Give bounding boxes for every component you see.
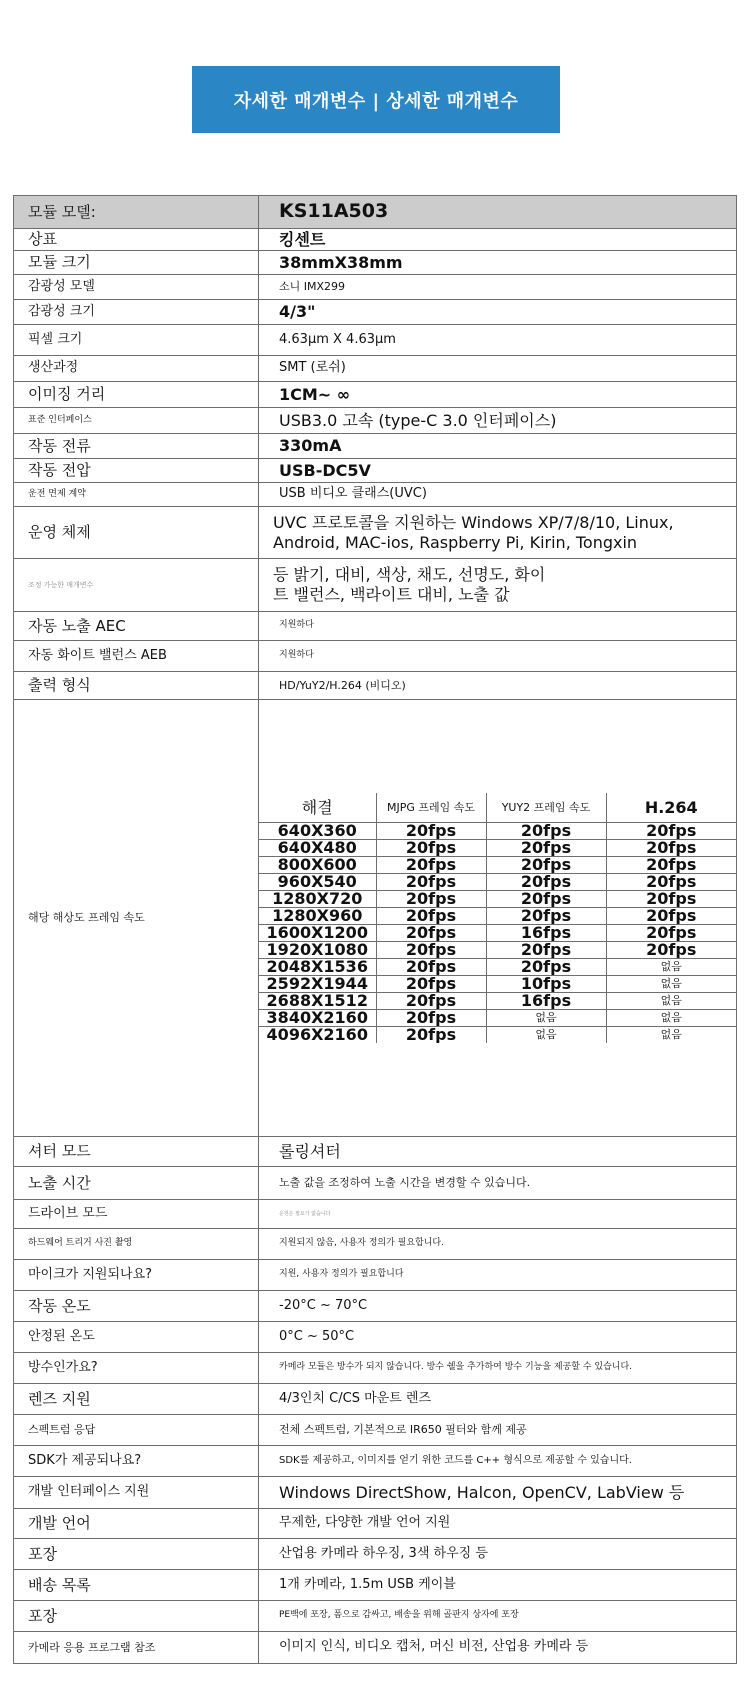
- spec-row-dev-language: [14, 1509, 737, 1539]
- mjpg-fps: 20fps: [376, 975, 486, 992]
- spec-row-packaging: [14, 1539, 737, 1570]
- spec-label: 개발 언어: [14, 1509, 259, 1539]
- spec-label: 노출 시간: [14, 1167, 259, 1200]
- resolution-value: 800X600: [259, 856, 376, 873]
- spec-row-microphone: [14, 1260, 737, 1291]
- yuy2-fps: 20fps: [486, 958, 606, 975]
- h264-fps: 없음: [606, 975, 736, 992]
- mjpg-fps: 20fps: [376, 992, 486, 1009]
- resolution-row: [259, 1009, 736, 1026]
- spec-row-operating-temp: [14, 1291, 737, 1322]
- spec-label: 개발 인터페이스 지원: [14, 1477, 259, 1509]
- spec-label: 출력 형식: [14, 672, 259, 700]
- spec-row-spectrum: [14, 1415, 737, 1446]
- spec-label: 카메라 응용 프로그램 참조: [14, 1632, 259, 1664]
- spec-label: 렌즈 지원: [14, 1384, 259, 1415]
- spec-value: 330mA: [259, 434, 737, 459]
- mjpg-fps: 20fps: [376, 958, 486, 975]
- h264-fps: 없음: [606, 992, 736, 1009]
- mjpg-fps: 20fps: [376, 941, 486, 958]
- spec-value: SDK를 제공하고, 이미지를 얻기 위한 코드를 C++ 형식으로 제공할 수 있습니다.: [259, 1446, 737, 1477]
- yuy2-fps: 20fps: [486, 856, 606, 873]
- spec-row-brand: [14, 229, 737, 251]
- yuy2-fps: 없음: [486, 1026, 606, 1043]
- spec-row-driver: [14, 483, 737, 507]
- banner-title: 자세한 매개변수 | 상세한 매개변수: [233, 90, 519, 112]
- yuy2-fps: 20fps: [486, 907, 606, 924]
- resolution-value: 3840X2160: [259, 1009, 376, 1026]
- spec-value: 운전은 필요가 없습니다: [259, 1200, 737, 1229]
- spec-value: Windows DirectShow, Halcon, OpenCV, LabView 등: [259, 1477, 737, 1509]
- spec-label: 운영 체제: [14, 507, 259, 559]
- spec-row-sdk: [14, 1446, 737, 1477]
- spec-label: 포장: [14, 1601, 259, 1632]
- resolution-row: [259, 992, 736, 1009]
- spec-value: 4/3인치 C/CS 마운트 렌즈: [259, 1384, 737, 1415]
- spec-row-aeb: [14, 641, 737, 672]
- spec-value: 카메라 모듈은 방수가 되지 않습니다. 방수 쉘을 추가하여 방수 기능을 제공할 수 있습니다.: [259, 1353, 737, 1384]
- header-banner: [192, 66, 560, 133]
- resolution-value: 640X480: [259, 839, 376, 856]
- spec-row-packing: [14, 1601, 737, 1632]
- spec-value: 지원하다: [259, 641, 737, 672]
- spec-label: 방수인가요?: [14, 1353, 259, 1384]
- spec-value: 롤링셔터: [259, 1137, 737, 1167]
- h264-fps: 없음: [606, 958, 736, 975]
- h264-fps: 20fps: [606, 907, 736, 924]
- h264-fps: 없음: [606, 1009, 736, 1026]
- spec-value: 4/3": [259, 300, 737, 325]
- resolution-row: [259, 822, 736, 839]
- yuy2-fps: 16fps: [486, 992, 606, 1009]
- mjpg-fps: 20fps: [376, 873, 486, 890]
- spec-row-shutter: [14, 1137, 737, 1167]
- resolution-value: 1280X960: [259, 907, 376, 924]
- spec-label: 표준 인터페이스: [14, 408, 259, 434]
- spec-value: USB-DC5V: [259, 459, 737, 483]
- mjpg-fps: 20fps: [376, 907, 486, 924]
- spec-label: 작동 전류: [14, 434, 259, 459]
- resolution-value: 4096X2160: [259, 1026, 376, 1043]
- resolution-value: 1600X1200: [259, 924, 376, 941]
- spec-value: 킹센트: [259, 229, 737, 251]
- spec-value: PE백에 포장, 폼으로 감싸고, 배송을 위해 골판지 상자에 포장: [259, 1601, 737, 1632]
- h264-fps: 20fps: [606, 890, 736, 907]
- resolution-cell: [259, 700, 737, 1137]
- resolution-row: [259, 839, 736, 856]
- spec-label: 픽셀 크기: [14, 325, 259, 356]
- spec-label: 모듈 모델:: [14, 196, 259, 229]
- h264-fps: 없음: [606, 1026, 736, 1043]
- spec-row-shipping-list: [14, 1570, 737, 1601]
- yuy2-fps: 10fps: [486, 975, 606, 992]
- h264-fps: 20fps: [606, 839, 736, 856]
- mjpg-fps: 20fps: [376, 890, 486, 907]
- spec-value: -20°C ~ 70°C: [259, 1291, 737, 1322]
- spec-row-applications: [14, 1632, 737, 1664]
- resolution-value: 2048X1536: [259, 958, 376, 975]
- spec-row-output-format: [14, 672, 737, 700]
- resolution-row: [259, 975, 736, 992]
- spec-row-drive-mode: [14, 1200, 737, 1229]
- yuy2-fps: 20fps: [486, 822, 606, 839]
- spec-label: 작동 온도: [14, 1291, 259, 1322]
- spec-table: [13, 195, 737, 1664]
- spec-label: 이미징 거리: [14, 382, 259, 408]
- resolution-table: [259, 793, 736, 1043]
- spec-row-sensor-model: [14, 275, 737, 300]
- h264-fps: 20fps: [606, 873, 736, 890]
- spec-value: 전체 스펙트럼, 기본적으로 IR650 필터와 함께 제공: [259, 1415, 737, 1446]
- spec-row-hw-trigger: [14, 1229, 737, 1260]
- spec-value: 소니 IMX299: [259, 275, 737, 300]
- h264-fps: 20fps: [606, 856, 736, 873]
- spec-label: 배송 목록: [14, 1570, 259, 1601]
- resolution-row: [259, 856, 736, 873]
- h264-fps: 20fps: [606, 924, 736, 941]
- spec-label: 상표: [14, 229, 259, 251]
- resolution-header-row: [259, 793, 736, 822]
- spec-row-imaging-distance: [14, 382, 737, 408]
- spec-value: 1CM~ ∞: [259, 382, 737, 408]
- spec-value: USB 비디오 클래스(UVC): [259, 483, 737, 507]
- spec-row-interface: [14, 408, 737, 434]
- spec-value: SMT (로쉬): [259, 356, 737, 382]
- spec-value: 등 밝기, 대비, 색상, 채도, 선명도, 화이트 밸런스, 백라이트 대비, 노출 값: [259, 559, 737, 612]
- spec-row-stable-temp: [14, 1322, 737, 1353]
- mjpg-fps: 20fps: [376, 1026, 486, 1043]
- spec-label: 감광성 크기: [14, 300, 259, 325]
- spec-value: UVC 프로토콜을 지원하는 Windows XP/7/8/10, Linux, Android, MAC-ios, Raspberry Pi, Kirin, Tongxin: [259, 507, 737, 559]
- resolution-value: 1280X720: [259, 890, 376, 907]
- spec-row-resolution: [14, 700, 737, 1137]
- resolution-header: MJPG 프레임 속도: [376, 793, 486, 822]
- spec-value: 0°C ~ 50°C: [259, 1322, 737, 1353]
- spec-value: 노출 값을 조정하여 노출 시간을 변경할 수 있습니다.: [259, 1167, 737, 1200]
- spec-row-adjustable: [14, 559, 737, 612]
- resolution-value: 2688X1512: [259, 992, 376, 1009]
- resolution-row: [259, 907, 736, 924]
- spec-label: 운전 면제 계약: [14, 483, 259, 507]
- spec-row-pixel-size: [14, 325, 737, 356]
- resolution-header: H.264: [606, 793, 736, 822]
- spec-label: 조정 가능한 매개변수: [14, 559, 259, 612]
- yuy2-fps: 20fps: [486, 941, 606, 958]
- spec-value: 38mmX38mm: [259, 251, 737, 275]
- spec-label: 감광성 모델: [14, 275, 259, 300]
- yuy2-fps: 20fps: [486, 839, 606, 856]
- h264-fps: 20fps: [606, 941, 736, 958]
- resolution-value: 1920X1080: [259, 941, 376, 958]
- spec-value: KS11A503: [259, 196, 737, 229]
- spec-value: 지원, 사용자 정의가 필요합니다: [259, 1260, 737, 1291]
- spec-row-aec: [14, 612, 737, 641]
- mjpg-fps: 20fps: [376, 822, 486, 839]
- spec-row-waterproof: [14, 1353, 737, 1384]
- spec-value: USB3.0 고속 (type-C 3.0 인터페이스): [259, 408, 737, 434]
- spec-label: 드라이브 모드: [14, 1200, 259, 1229]
- yuy2-fps: 20fps: [486, 873, 606, 890]
- spec-label: 해당 해상도 프레임 속도: [14, 700, 259, 1137]
- spec-label: 스펙트럼 응답: [14, 1415, 259, 1446]
- spec-row-module-size: [14, 251, 737, 275]
- spec-row-voltage: [14, 459, 737, 483]
- spec-value: 이미지 인식, 비디오 캡처, 머신 비전, 산업용 카메라 등: [259, 1632, 737, 1664]
- resolution-header: 해결: [259, 793, 376, 822]
- h264-fps: 20fps: [606, 822, 736, 839]
- mjpg-fps: 20fps: [376, 1009, 486, 1026]
- spec-row-sensor-size: [14, 300, 737, 325]
- spec-row-lens: [14, 1384, 737, 1415]
- spec-label: 셔터 모드: [14, 1137, 259, 1167]
- yuy2-fps: 20fps: [486, 890, 606, 907]
- spec-label: 모듈 크기: [14, 251, 259, 275]
- resolution-row: [259, 958, 736, 975]
- spec-label: 자동 노출 AEC: [14, 612, 259, 641]
- spec-label: 하드웨어 트리거 사진 촬영: [14, 1229, 259, 1260]
- spec-row-os: [14, 507, 737, 559]
- spec-row-exposure-time: [14, 1167, 737, 1200]
- resolution-value: 2592X1944: [259, 975, 376, 992]
- spec-label: 마이크가 지원되나요?: [14, 1260, 259, 1291]
- spec-label: 자동 화이트 밸런스 AEB: [14, 641, 259, 672]
- spec-row-current: [14, 434, 737, 459]
- mjpg-fps: 20fps: [376, 924, 486, 941]
- spec-label: 안정된 온도: [14, 1322, 259, 1353]
- resolution-value: 640X360: [259, 822, 376, 839]
- spec-row-model: [14, 196, 737, 229]
- spec-row-process: [14, 356, 737, 382]
- spec-label: 작동 전압: [14, 459, 259, 483]
- mjpg-fps: 20fps: [376, 839, 486, 856]
- resolution-header: YUY2 프레임 속도: [486, 793, 606, 822]
- resolution-row: [259, 873, 736, 890]
- yuy2-fps: 16fps: [486, 924, 606, 941]
- spec-row-dev-interface: [14, 1477, 737, 1509]
- spec-value: 1개 카메라, 1.5m USB 케이블: [259, 1570, 737, 1601]
- spec-label: 생산과정: [14, 356, 259, 382]
- resolution-row: [259, 890, 736, 907]
- spec-value: 4.63μm X 4.63μm: [259, 325, 737, 356]
- spec-label: SDK가 제공되나요?: [14, 1446, 259, 1477]
- spec-label: 포장: [14, 1539, 259, 1570]
- spec-value: 산업용 카메라 하우징, 3색 하우징 등: [259, 1539, 737, 1570]
- resolution-row: [259, 924, 736, 941]
- mjpg-fps: 20fps: [376, 856, 486, 873]
- spec-value: HD/YuY2/H.264 (비디오): [259, 672, 737, 700]
- spec-value: 무제한, 다양한 개발 언어 지원: [259, 1509, 737, 1539]
- resolution-row: [259, 1026, 736, 1043]
- spec-value: 지원하다: [259, 612, 737, 641]
- resolution-row: [259, 941, 736, 958]
- yuy2-fps: 없음: [486, 1009, 606, 1026]
- spec-value: 지원되지 않음, 사용자 정의가 필요합니다.: [259, 1229, 737, 1260]
- resolution-value: 960X540: [259, 873, 376, 890]
